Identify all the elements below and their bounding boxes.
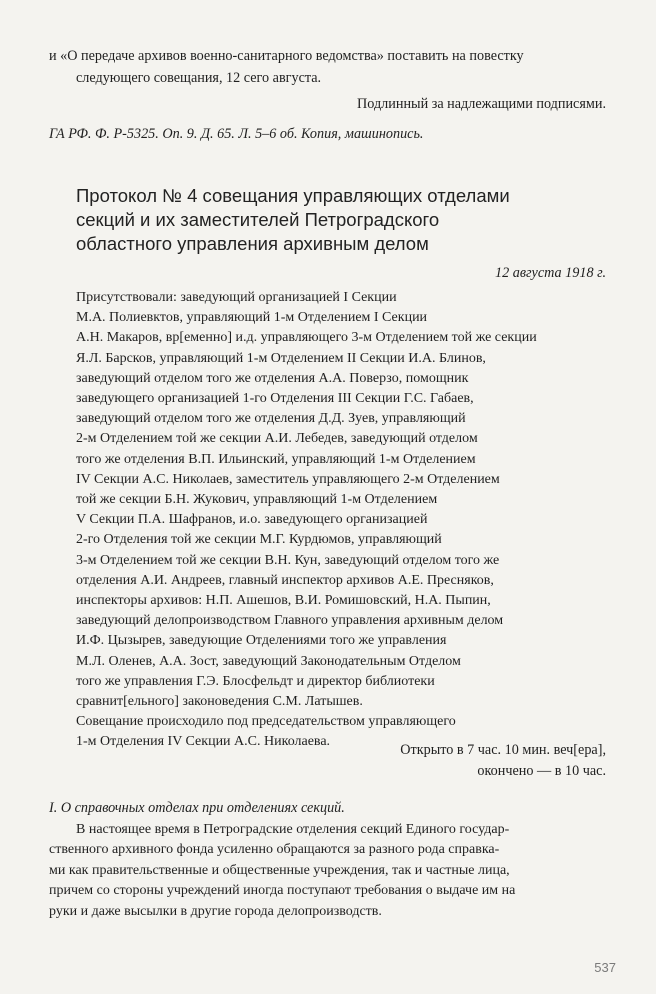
attendees-line: инспекторы архивов: Н.П. Ашешов, В.И. Ромишовский, Н.А. Пыпин, xyxy=(76,593,491,609)
attendees-line: И.Ф. Цызырев, заведующие Отделениями того же управления xyxy=(76,633,447,649)
body-line: ственного архивного фонда усиленно обращаются за разного рода справка- xyxy=(49,842,500,858)
attendees-line: того же управления Г.Э. Блосфельдт и директор библиотеки xyxy=(76,673,435,689)
attendees-line: Я.Л. Барсков, управляющий 1-м Отделением II Секции И.А. Блинов, xyxy=(76,350,486,366)
attendees-line: сравнит[ельного] законоведения С.М. Латышев. xyxy=(76,694,363,710)
archive-source: ГА РФ. Ф. Р-5325. Оп. 9. Д. 65. Л. 5–6 об. Копия, машинопись. xyxy=(49,126,424,142)
page-number: 537 xyxy=(594,960,616,975)
attendees-line: М.А. Полиевктов, управляющий 1-м Отделением I Секции xyxy=(76,310,428,326)
intro-line-2: следующего совещания, 12 сего августа. xyxy=(76,70,322,86)
attendees-line: отделения А.И. Андреев, главный инспектор архивов А.Е. Пресняков, xyxy=(76,572,494,588)
attendees-line: 3-м Отделением той же секции В.Н. Кун, заведующий отделом того же xyxy=(76,552,500,568)
title-line: областного управления архивным делом xyxy=(76,233,429,254)
title-line: Протокол № 4 совещания управляющих отделами xyxy=(76,185,510,206)
chair-line: 1-м Отделения IV Секции А.С. Николаева. xyxy=(76,734,331,750)
attendees-line: А.Н. Макаров, вр[еменно] и.д. управляющего 3-м Отделением той же секции xyxy=(76,330,537,346)
protocol-title xyxy=(76,184,596,256)
section-body xyxy=(49,820,605,922)
attendees-line: V Секции П.А. Шафранов, и.о. заведующего организацией xyxy=(76,512,428,528)
attendees-line: заведующего организацией 1-го Отделения III Секции Г.С. Габаев, xyxy=(76,391,474,407)
chair-line: Совещание происходило под председательством управляющего xyxy=(76,714,456,730)
attendees-line: 2-го Отделения той же секции М.Г. Курдюмов, управляющий xyxy=(76,532,442,548)
signature-note: Подлинный за надлежащими подписями. xyxy=(357,96,606,112)
attendees-list xyxy=(76,288,596,753)
attendees-line: того же отделения В.П. Ильинский, управляющий 1-м Отделением xyxy=(76,451,476,467)
attendees-line: 2-м Отделением той же секции А.И. Лебедев, заведующий отделом xyxy=(76,431,478,447)
attendees-line: Присутствовали: заведующий организацией I Секции xyxy=(76,290,397,305)
attendees-line: заведующий отделом того же отделения А.А. Поверзо, помощник xyxy=(76,370,469,386)
body-line: причем со стороны учреждений иногда поступают требования о выдаче им на xyxy=(49,883,516,899)
body-line: руки и даже высылки в другие города делопроизводств. xyxy=(49,903,382,919)
closed-time: окончено — в 10 час. xyxy=(477,763,606,779)
attendees-line: IV Секции А.С. Николаев, заместитель управляющего 2-м Отделением xyxy=(76,471,500,487)
body-line: ми как правительственные и общественные учреждения, так и частные лица, xyxy=(49,862,510,878)
opened-time: Открыто в 7 час. 10 мин. веч[ера], xyxy=(400,742,606,758)
title-line: секций и их заместителей Петроградского xyxy=(76,209,440,230)
protocol-date: 12 августа 1918 г. xyxy=(495,265,606,281)
attendees-line: той же секции Б.Н. Жукович, управляющий 1-м Отделением xyxy=(76,492,438,508)
attendees-line: заведующий отделом того же отделения Д.Д. Зуев, управляющий xyxy=(76,411,466,427)
section-heading: I. О справочных отделах при отделениях секций. xyxy=(49,800,345,816)
intro-line-1: и «О передаче архивов военно-санитарного ведомства» поставить на повестку xyxy=(49,48,524,64)
attendees-line: заведующий делопроизводством Главного управления архивным делом xyxy=(76,613,504,629)
attendees-line: М.Л. Оленев, А.А. Зост, заведующий Законодательным Отделом xyxy=(76,653,461,669)
body-line: В настоящее время в Петроградские отделения секций Единого государ- xyxy=(76,822,510,837)
